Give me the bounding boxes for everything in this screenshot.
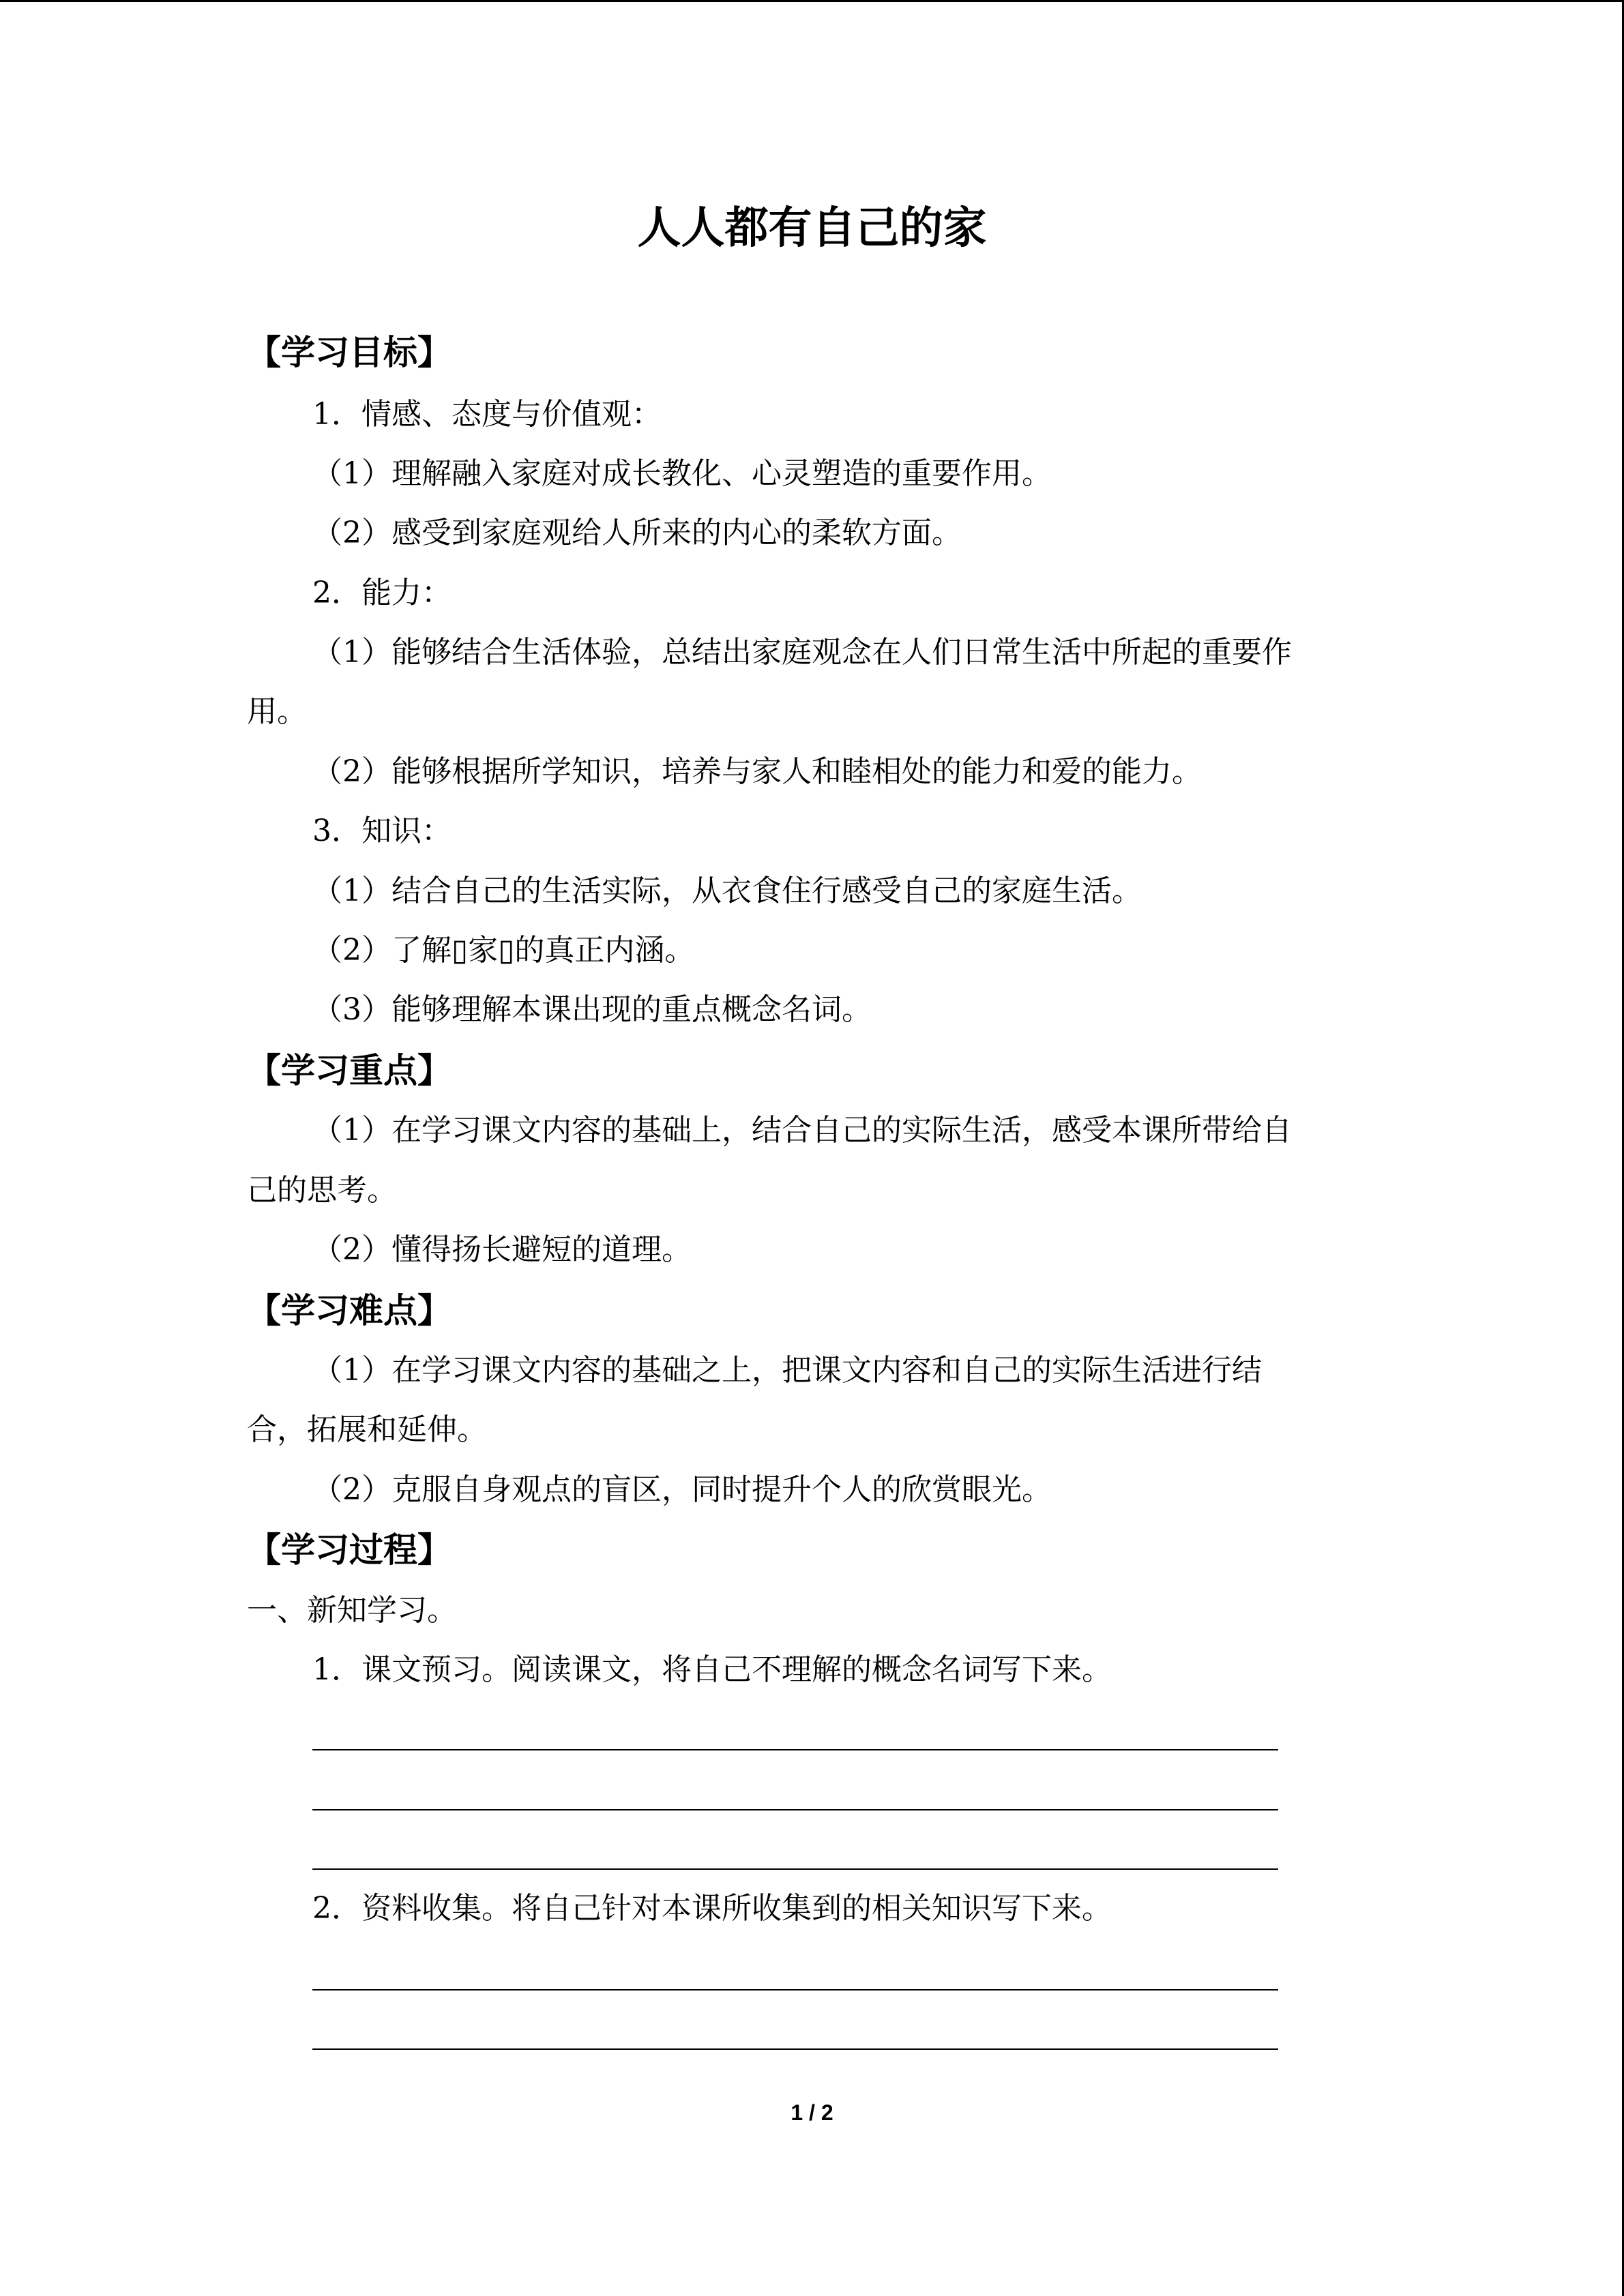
difficulty-1-continued: 合，拓展和延伸。 — [247, 1412, 487, 1447]
process-task-2: 2．资料收集。将自己针对本课所收集到的相关知识写下来。 — [312, 1891, 1112, 1926]
answer-line[interactable] — [312, 1809, 1278, 1810]
process-task-1: 1．课文预习。阅读课文，将自己不理解的概念名词写下来。 — [312, 1652, 1112, 1687]
section-heading-process: 【学习过程】 — [247, 1530, 452, 1570]
page-border-top — [0, 0, 1624, 2]
section-heading-difficulties: 【学习难点】 — [247, 1290, 452, 1330]
answer-line[interactable] — [312, 1989, 1278, 1991]
section-heading-key-points: 【学习重点】 — [247, 1050, 452, 1090]
objective-item-1-1: （1）理解融入家庭对成长教化、心灵塑造的重要作用。 — [312, 456, 1052, 491]
key-point-1-continued: 己的思考。 — [247, 1173, 397, 1208]
objective-item-1: 1．情感、态度与价值观： — [312, 397, 662, 432]
difficulty-1: （1）在学习课文内容的基础之上，把课文内容和自己的实际生活进行结 — [312, 1353, 1262, 1388]
page-title: 人人都有自己的家 — [637, 203, 987, 254]
section-heading-objectives: 【学习目标】 — [247, 332, 452, 372]
objective-item-2-1-continued: 用。 — [247, 694, 307, 729]
objective-item-3-1: （1）结合自己的生活实际，从衣食住行感受自己的家庭生活。 — [312, 874, 1142, 908]
objective-item-1-2: （2）感受到家庭观给人所来的内心的柔软方面。 — [312, 516, 962, 550]
objective-item-3-2: （2）了解▯家▯的真正内涵。 — [312, 933, 695, 968]
objective-item-2-2: （2）能够根据所学知识，培养与家人和睦相处的能力和爱的能力。 — [312, 754, 1202, 789]
answer-line[interactable] — [312, 1868, 1278, 1870]
page-number: 1 / 2 — [791, 2100, 833, 2125]
answer-line[interactable] — [312, 2048, 1278, 2050]
objective-item-3: 3．知识： — [312, 814, 452, 848]
key-point-1: （1）在学习课文内容的基础上，结合自己的实际生活，感受本课所带给自 — [312, 1113, 1292, 1148]
process-part-1: 一、新知学习。 — [247, 1593, 457, 1628]
answer-line[interactable] — [312, 1749, 1278, 1750]
objective-item-2-1: （1）能够结合生活体验，总结出家庭观念在人们日常生活中所起的重要作 — [312, 635, 1292, 670]
objective-item-3-3: （3）能够理解本课出现的重点概念名词。 — [312, 992, 872, 1027]
objective-item-2: 2．能力： — [312, 576, 452, 610]
difficulty-2: （2）克服自身观点的盲区，同时提升个人的欣赏眼光。 — [312, 1472, 1052, 1507]
key-point-2: （2）懂得扬长避短的道理。 — [312, 1232, 692, 1267]
